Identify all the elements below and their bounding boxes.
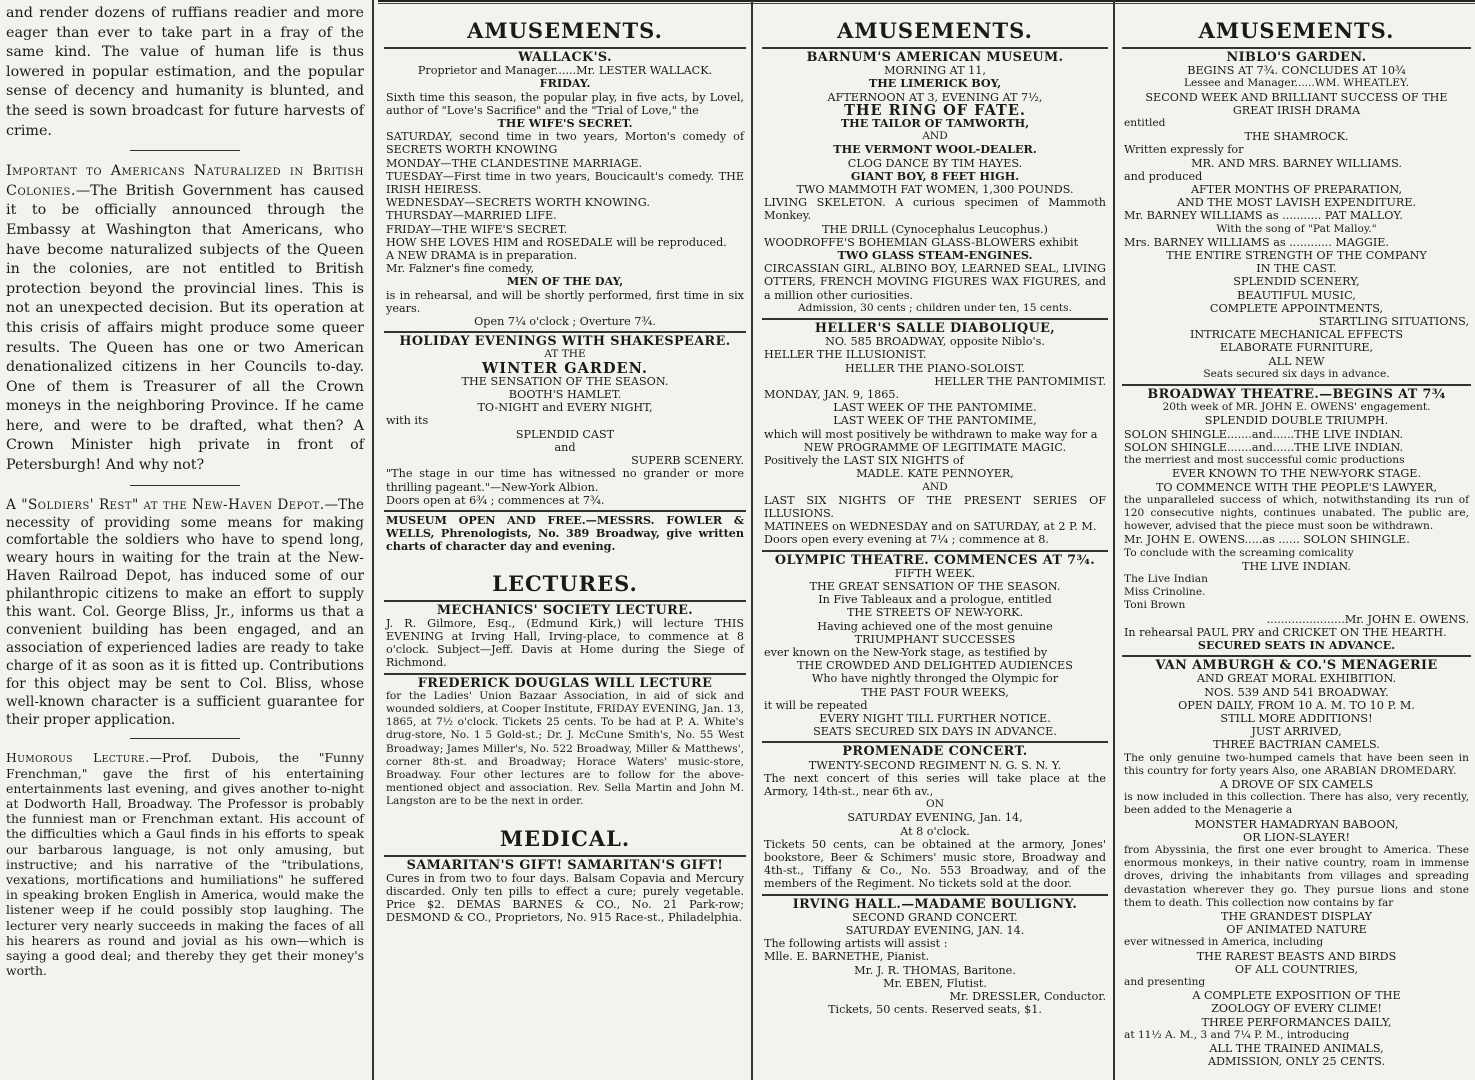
ad-line: and produced [1124, 169, 1203, 183]
ad-line: TRIUMPHANT SUCCESSES [854, 632, 1016, 646]
ad-line: LAST SIX NIGHTS OF THE PRESENT SERIES OF ILLUSIONS. [764, 493, 1106, 520]
ad-line: A COMPLETE EXPOSITION OF THE [1192, 989, 1401, 1003]
ad-line: NOS. 539 AND 541 BROADWAY. [1204, 685, 1389, 699]
ad-line: THE GREAT SENSATION OF THE SEASON. [809, 579, 1061, 593]
ad-line: THURSDAY—MARRIED LIFE. [386, 209, 557, 223]
ad-line: J. R. Gilmore, Esq., (Edmund Kirk,) will lecture THIS EVENING at Irving Hall, Irving-place, to commence at 8 o'clock. Subject—Jeff. Davis at Home during the Siege of Richmond. [386, 616, 744, 670]
editorial-paragraph: and render dozens of ruffians readier and more eager than ever to take part in a fray of the same kind. The value of human life is thus lowered in popular estimation, and the popular sense of decency and humanity is blunted, and the seed is sown broadcast for future harvests of crime. [6, 5, 364, 139]
ad-line: Mr. EBEN, Flutist. [883, 976, 987, 990]
ad-line: To conclude with the screaming comicality [1124, 546, 1354, 559]
ad-line: MONDAY—THE CLANDESTINE MARRIAGE. [386, 156, 643, 170]
ad-line: AND GREAT MORAL EXHIBITION. [1196, 672, 1397, 686]
ad-line: entitled [1124, 117, 1166, 130]
ad-samaritans-gift [384, 855, 746, 928]
ad-line: WINTER GARDEN. [482, 359, 648, 377]
ad-line: LAST WEEK OF THE PANTOMIME, [833, 414, 1037, 428]
section-header-amusements: AMUSEMENTS. [1198, 18, 1395, 43]
ad-line: Positively the LAST SIX NIGHTS of [764, 454, 964, 468]
ad-line: Tickets 50 cents, can be obtained at the armory, Jones' bookstore, Beer & Schimers' music store, Broadway and 4th-st., Tiffany & Co., No. 553 Broadway, and of the members of the Regiment. No tickets sold at the door. [764, 837, 1106, 891]
ad-line: AND [922, 130, 948, 143]
ad-title: FREDERICK DOUGLAS WILL LECTURE [417, 675, 713, 691]
ad-line: ZOOLOGY OF EVERY CLIME! [1211, 1002, 1382, 1016]
ad-line: TO COMMENCE WITH THE PEOPLE'S LAWYER, [1155, 480, 1438, 494]
ad-line: THREE PERFORMANCES DAILY, [1201, 1015, 1392, 1029]
ad-line: Admission, 30 cents ; children under ten, 15 cents. [798, 301, 1072, 314]
ad-line: THE LIMERICK BOY, [868, 76, 1002, 91]
section-divider [130, 738, 240, 739]
ad-line: Toni Brown [1124, 599, 1186, 612]
ad-line: THE SENSATION OF THE SEASON. [461, 374, 669, 388]
ad-line: LIVING SKELETON. A curious specimen of Mammoth Monkey. [764, 196, 1106, 223]
ad-line: ALL NEW [1268, 354, 1325, 368]
ad-line: it will be repeated [764, 698, 868, 712]
ad-line: THE DRILL (Cynocephalus Leucophus.) [822, 222, 1048, 236]
ad-line: SPLENDID SCENERY, [1233, 275, 1360, 289]
ad-line: TWENTY-SECOND REGIMENT N. G. S. N. Y. [808, 758, 1062, 772]
ad-line: MONDAY, JAN. 9, 1865. [764, 388, 900, 402]
ad-line: THREE BACTRIAN CAMELS. [1213, 738, 1380, 752]
ad-line: With the song of "Pat Malloy." [1216, 222, 1377, 235]
ad-line: ON [926, 798, 944, 811]
ad-line: MEN OF THE DAY, [506, 274, 624, 289]
ad-promenade-concert [762, 741, 1108, 893]
ad-line: JUST ARRIVED, [1251, 725, 1342, 739]
column-rule-1 [372, 0, 374, 1080]
ad-line: OF ALL COUNTRIES, [1234, 962, 1359, 976]
ad-line: EVERY NIGHT TILL FURTHER NOTICE. [819, 711, 1051, 725]
ad-line: A DROVE OF SIX CAMELS [1219, 777, 1374, 791]
section-divider [130, 150, 240, 151]
ad-line: SOLON SHINGLE.......and......THE LIVE INDIAN. [1124, 427, 1404, 441]
ad-line: TUESDAY—First time in two years, Boucicault's comedy. THE IRISH HEIRESS. [386, 169, 744, 197]
ad-title: BROADWAY THEATRE.—BEGINS AT 7¾ [1147, 387, 1446, 403]
column-rule-3 [1113, 0, 1115, 1080]
ad-line: TWO MAMMOTH FAT WOMEN, 1,300 POUNDS. [796, 183, 1074, 197]
ad-line: EVER KNOWN TO THE NEW-YORK STAGE. [1171, 467, 1422, 481]
ad-line: MATINEES on WEDNESDAY and on SATURDAY, at 2 P. M. [764, 520, 1097, 534]
ad-line: The only genuine two-humped camels that have been seen in this country for forty years Also, one ARABIAN DROMEDARY. [1124, 751, 1469, 777]
ad-line: STARTLING SITUATIONS, [1318, 315, 1469, 329]
ad-line: SPLENDID DOUBLE TRIUMPH. [1204, 414, 1389, 428]
section-header-amusements: AMUSEMENTS. [837, 18, 1033, 43]
ad-line: IN THE CAST. [1256, 262, 1337, 276]
ad-line: Tickets, 50 cents. Reserved seats, $1. [828, 1003, 1042, 1017]
ad-line: ALL THE TRAINED ANIMALS, [1209, 1042, 1384, 1056]
ad-museum [384, 510, 746, 557]
soldiers-rest-item [6, 497, 364, 730]
ad-title: OLYMPIC THEATRE. COMMENCES AT 7¾. [774, 552, 1096, 568]
ad-line: THE WIFE'S SECRET. [497, 116, 633, 131]
ad-title: SAMARITAN'S GIFT! SAMARITAN'S GIFT! [406, 857, 724, 873]
ad-line: is in rehearsal, and will be shortly performed, first time in six years. [386, 288, 744, 315]
ad-line: THE LIVE INDIAN. [1242, 559, 1351, 573]
ad-line: TWO GLASS STEAM-ENGINES. [837, 248, 1033, 263]
ad-line: ever witnessed in America, including [1124, 936, 1324, 949]
ad-line: "The stage in our time has witnessed no grander or more thrilling pageant."—New-York Albion. [386, 467, 744, 494]
ad-line: the unparalleled success of which, notwithstanding its run of 120 consecutive nights, continues unabated. The public are, however, advised that the piece must soon be withdrawn. [1124, 493, 1469, 533]
ad-line: Who have nightly thronged the Olympic for [811, 672, 1059, 686]
ad-line: Sixth time this season, the popular play, in five acts, by Lovel, author of "Love's Sacrifice" and the "Trial of Love," the [386, 90, 744, 117]
ad-line: Having achieved one of the most genuine [817, 619, 1053, 633]
ad-line: Miss Crinoline. [1124, 586, 1206, 599]
ad-line: NO. 585 BROADWAY, opposite Niblo's. [825, 335, 1045, 349]
ad-line: LAST WEEK OF THE PANTOMIME. [833, 401, 1037, 415]
ad-line: is now included in this collection. There has also, very recently, been added to the Menagerie a [1124, 791, 1469, 817]
ad-line: BOOTH'S HAMLET. [508, 388, 622, 402]
ad-line: INTRICATE MECHANICAL EFFECTS [1189, 328, 1404, 342]
ad-line: Mrs. BARNEY WILLIAMS as ............ MAGGIE. [1124, 235, 1389, 249]
ad-line: THE CROWDED AND DELIGHTED AUDIENCES [797, 659, 1073, 673]
ad-line: MADLE. KATE PENNOYER, [856, 467, 1014, 481]
ad-line: SECOND WEEK AND BRILLIANT SUCCESS OF THE [1145, 90, 1448, 104]
item-body: —The necessity of providing some means for making comfortable the soldiers who have to spend long, weary hours in waiting for the train at the New-Haven Railroad Depot, has induced some of our philanthropic citizens to make an effort to supply this want. Col. George Bliss, Jr., informs us that a convenient building has been engaged, and an association of experienced ladies are ready to take charge of it as soon as it is fitted up. Contributions for this object may be sent to Col. Bliss, whose well-known character is a sufficient guarantee for their proper application. [6, 496, 364, 728]
ad-line: SATURDAY EVENING, Jan. 14, [847, 811, 1023, 825]
ad-line: MR. AND MRS. BARNEY WILLIAMS. [1191, 156, 1402, 170]
ad-line: and presenting [1124, 976, 1206, 989]
ad-title: IRVING HALL.—MADAME BOULIGNY. [792, 896, 1078, 912]
ad-line: SATURDAY EVENING, JAN. 14. [845, 924, 1025, 937]
ad-line: Written expressly for [1124, 143, 1244, 157]
naturalized-americans-item [6, 162, 364, 476]
ad-line: A NEW DRAMA is in preparation. [386, 249, 577, 263]
ad-line: TO-NIGHT and EVERY NIGHT, [477, 401, 653, 415]
ad-barnum [762, 47, 1108, 318]
ad-line: Mr. Falzner's fine comedy, [386, 262, 535, 276]
ad-line: Open 7¼ o'clock ; Overture 7¾. [474, 315, 656, 329]
ad-olympic [762, 550, 1108, 742]
ad-line: THE STREETS OF NEW-YORK. [846, 606, 1024, 620]
ad-line: OPEN DAILY, FROM 10 A. M. TO 10 P. M. [1178, 698, 1415, 712]
ad-douglas-lecture [384, 673, 746, 812]
ad-title: HOLIDAY EVENINGS WITH SHAKESPEARE. [399, 334, 731, 350]
ad-van-amburgh-menagerie [1122, 655, 1471, 1071]
ad-line: The Live Indian [1124, 572, 1208, 585]
ad-niblos-garden [1122, 47, 1471, 384]
ad-line: AND [922, 480, 948, 493]
news-column [0, 0, 370, 1080]
ad-line: The next concert of this series will take place at the Armory, 14th-st., near 6th av., [764, 771, 1106, 798]
ad-title: NIBLO'S GARDEN. [1226, 50, 1367, 65]
ad-line: Mr. J. R. THOMAS, Baritone. [854, 963, 1016, 977]
ad-line: THE GRANDEST DISPLAY [1220, 910, 1372, 923]
ad-line: BEAUTIFUL MUSIC, [1237, 288, 1356, 302]
ad-line: Doors open at 6¾ ; commences at 7¾. [386, 493, 605, 507]
ad-line: AT THE [544, 348, 586, 361]
ad-wallacks [384, 47, 746, 331]
ad-line: which will most positively be withdrawn to make way for a [764, 427, 1098, 441]
ad-line: ADMISSION, ONLY 25 CENTS. [1207, 1055, 1386, 1069]
ad-heller [762, 318, 1108, 549]
ad-line: MONSTER HAMADRYAN BABOON, [1194, 817, 1399, 831]
item-body: —Prof. Dubois, the "Funny Frenchman," gave the first of his entertaining entertainments last evening, and gives another to-night at Dodworth Hall, Broadway. The Professor is probably the funniest man or Frenchman extant. His account of the difficulties which a Gaul finds in his efforts to speak our barbarous language, is not only amusing, but instructive; and his narrative of the "tribulations, vexations, mortifications and humiliations" he suffered in speaking broken English in America, would make the listener weep if he could possibly stop laughing. The lecturer very nearly succeeds in making the faces of all his hearers as round and jovial as his own—which is saying a good deal; and thereby they get their money's worth. [6, 750, 364, 979]
ad-title: BARNUM'S AMERICAN MUSEUM. [806, 50, 1064, 65]
section-divider [130, 485, 240, 486]
ad-title: HELLER'S SALLE DIABOLIQUE, [814, 321, 1056, 337]
ad-line: THE PAST FOUR WEEKS, [861, 685, 1009, 699]
amusements-column-2 [756, 0, 1112, 1080]
ad-line: THE RING OF FATE. [844, 101, 1026, 119]
ad-title: MECHANICS' SOCIETY LECTURE. [436, 602, 694, 618]
ad-line: Mr. JOHN E. OWENS.....as ...... SOLON SHINGLE. [1124, 533, 1410, 547]
item-lead: A "Soldiers' Rest" at the New-Haven Depot. [6, 496, 325, 513]
ad-line: for the Ladies' Union Bazaar Association, in aid of sick and wounded soldiers, at Cooper Institute, FRIDAY EVENING, Jan. 13, 1865, at 7½ o'clock. Tickets 25 cents. To be had at P. A. White's drug-store, No. 1 5 Gold-st.; Dr. J. McCune Smith's, No. 55 West Broadway; James Miller's, No. 522 Broadway, Miller & Matthews', corner 8th-st. and Broadway; Horace Waters' music-store, Broadway. Four other lectures are to follow for the above-mentioned object and association. Rev. Sella Martin and John M. Langston are to be the next in order. [386, 689, 744, 808]
ad-line: AND THE MOST LAVISH EXPENDITURE. [1176, 196, 1417, 210]
ad-line: COMPLETE APPOINTMENTS, [1209, 301, 1384, 315]
ad-line: In Five Tableaux and a prologue, entitled [818, 593, 1052, 607]
ad-line: FRIDAY. [539, 76, 591, 91]
item-lead: Humorous Lecture. [6, 750, 150, 766]
ad-line: CLOG DANCE BY TIM HAYES. [847, 156, 1023, 170]
ad-line: At 8 o'clock. [900, 824, 970, 838]
amusements-column-3 [1118, 0, 1475, 1080]
ad-broadway-theatre [1122, 384, 1471, 655]
column-rule-2 [751, 0, 753, 1080]
ad-line: ever known on the New-York stage, as testified by [764, 645, 1048, 659]
ad-line: HOW SHE LOVES HIM and ROSEDALE will be reproduced. [386, 235, 727, 249]
ad-irving-hall [762, 894, 1108, 1020]
ad-line: and [554, 440, 576, 454]
ad-line: OR LION-SLAYER! [1243, 830, 1350, 844]
ad-line: 20th week of MR. JOHN E. OWENS' engagement. [1162, 401, 1431, 414]
ad-line: Lessee and Manager......WM. WHEATLEY. [1183, 77, 1410, 90]
ad-line: BEGINS AT 7¾. CONCLUDES AT 10¾ [1187, 64, 1406, 78]
ad-mechanics-lecture [384, 600, 746, 673]
ad-line: Proprietor and Manager......Mr. LESTER WALLACK. [417, 64, 713, 78]
ad-line: AFTERNOON AT 3, EVENING AT 7½, [827, 90, 1043, 104]
ad-line: SOLON SHINGLE.......and......THE LIVE INDIAN. [1124, 440, 1404, 454]
ad-line: THE ENTIRE STRENGTH OF THE COMPANY [1166, 249, 1427, 263]
section-header-lectures: LECTURES. [492, 570, 638, 596]
item-lead: Important to Americans Naturalized in British Colonies. [6, 163, 364, 199]
ad-line: the merriest and most successful comic productions [1124, 454, 1405, 467]
ad-line: at 11½ A. M., 3 and 7¼ P. M., introducing [1124, 1028, 1350, 1041]
ad-line: THE VERMONT WOOL-DEALER. [833, 142, 1037, 157]
ad-line: THE TAILOR OF TAMWORTH, [840, 116, 1030, 131]
ad-line: HELLER THE PIANO-SOLOIST. [845, 361, 1025, 375]
ad-line: The following artists will assist : [764, 937, 948, 951]
ad-title: WALLACK'S. [518, 50, 612, 65]
ad-line: Seats secured six days in advance. [1203, 367, 1390, 380]
ad-line: from Abyssinia, the first one ever brought to America. These enormous monkeys, in their native country, roam in immense droves, driving the inhabitants from villages and spreading devastation wherever they go. They pursue lions and stone them to death. This collection now contains by far [1124, 843, 1469, 909]
ad-line: SPLENDID CAST [515, 427, 615, 441]
ad-line: CIRCASSIAN GIRL, ALBINO BOY, LEARNED SEAL, LIVING OTTERS, FRENCH MOVING FIGURES WAX FIGURES, and a million other curiosities. [764, 262, 1106, 302]
amusements-column-1 [378, 0, 750, 1080]
item-body: —The British Government has caused it to be officially announced through the Embassy at Washington that Americans, who have become naturalized subjects of the Queen in the colonies, are not entitled to British protection beyond the provincial lines. This is not an unexpected decision. But its operation at this crisis of affairs might produce some queer results. The Queen has one or two American denationalized citizens in her Councils to-day. One of them is Treasurer of all the Crown moneys in the neighboring Province. If he came here, and were to be drafted, what then? A Crown Minister high private in front of Petersburgh! And why not? [6, 182, 364, 474]
ad-line: Mr. BARNEY WILLIAMS as ........... PAT MALLOY. [1124, 209, 1403, 223]
ad-title: PROMENADE CONCERT. [842, 744, 1028, 760]
ad-line: AFTER MONTHS OF PREPARATION, [1190, 183, 1403, 197]
ad-line: HELLER THE ILLUSIONIST. [764, 348, 927, 362]
ad-line: SEATS SECURED SIX DAYS IN ADVANCE. [813, 725, 1057, 739]
ad-line: Mr. DRESSLER, Conductor. [949, 990, 1106, 1004]
ad-line: ELABORATE FURNITURE, [1219, 341, 1374, 355]
section-header-amusements: AMUSEMENTS. [467, 18, 663, 43]
section-header-medical: MEDICAL. [499, 825, 631, 851]
ad-line: ......................Mr. JOHN E. OWENS. [1266, 612, 1469, 626]
ad-line: SECURED SEATS IN ADVANCE. [1197, 637, 1396, 652]
ad-line: Doors open every evening at 7¼ ; commence at 8. [764, 533, 1049, 547]
ad-line: MORNING AT 11, [884, 64, 986, 78]
ad-title: VAN AMBURGH & CO.'S MENAGERIE [1155, 658, 1438, 674]
ad-line: OF ANIMATED NATURE [1226, 923, 1367, 937]
ad-winter-garden [384, 331, 746, 510]
ad-line: THE SHAMROCK. [1244, 130, 1349, 144]
ad-line: In rehearsal PAUL PRY and CRICKET ON THE HEARTH. [1124, 625, 1447, 639]
ad-line: HELLER THE PANTOMIMIST. [934, 374, 1106, 388]
ad-line: SATURDAY, second time in two years, Morton's comedy of SECRETS WORTH KNOWING [386, 130, 744, 157]
ad-line: SECOND GRAND CONCERT. [852, 910, 1018, 924]
ad-line: with its [386, 414, 429, 428]
ad-line: STILL MORE ADDITIONS! [1220, 711, 1373, 725]
ad-line: Cures in from two to four days. Balsam Copavia and Mercury discarded. Only ten pills to effect a cure; purely vegetable. Price $2. DEMAS BARNES & CO., No. 21 Park-row; DESMOND & CO., Proprietors, No. 915 Race-st., Philadelphia. [386, 871, 744, 925]
ad-line: FIFTH WEEK. [894, 566, 976, 580]
ad-line: GIANT BOY, 8 FEET HIGH. [850, 168, 1020, 183]
humorous-lecture-item [6, 750, 364, 978]
ad-line: GREAT IRISH DRAMA [1232, 103, 1361, 117]
ad-line: NEW PROGRAMME OF LEGITIMATE MAGIC. [803, 440, 1067, 454]
ad-line: SUPERB SCENERY. [631, 454, 744, 468]
ad-line: MUSEUM OPEN AND FREE.—MESSRS. FOWLER & WELLS, Phrenologists, No. 389 Broadway, give written charts of character day and evening. [386, 512, 744, 554]
ad-line: THE RAREST BEASTS AND BIRDS [1196, 949, 1397, 963]
ad-line: WEDNESDAY—SECRETS WORTH KNOWING. [386, 196, 650, 210]
ad-line: Mlle. E. BARNETHE, Pianist. [764, 950, 930, 964]
ad-line: WOODROFFE'S BOHEMIAN GLASS-BLOWERS exhibit [764, 235, 1079, 249]
ad-line: FRIDAY—THE WIFE'S SECRET. [386, 222, 568, 236]
